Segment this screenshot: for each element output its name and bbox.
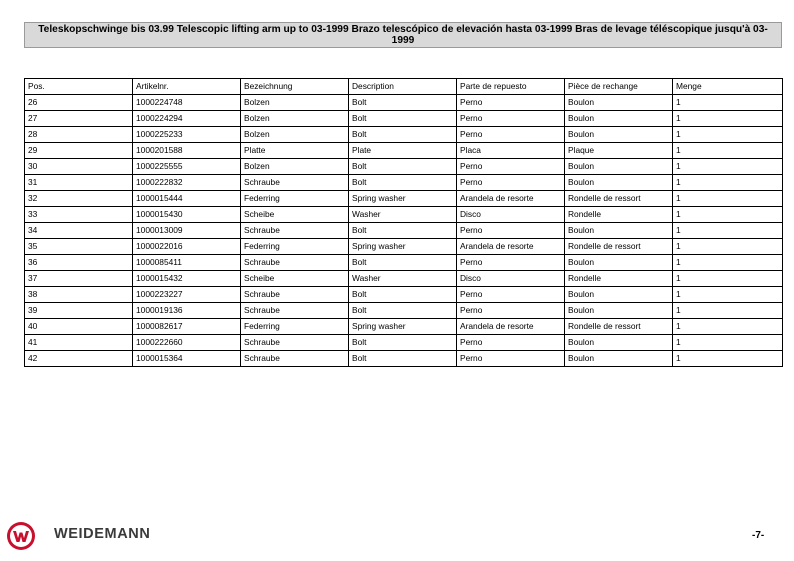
row-bezeichnung: Federring — [241, 239, 349, 255]
row-menge: 1 — [673, 95, 783, 111]
row-parte-de-repuesto: Arandela de resorte — [457, 239, 565, 255]
row-bezeichnung: Bolzen — [241, 95, 349, 111]
row-pos: 35 — [25, 239, 133, 255]
row-piece-de-rechange: Plaque — [565, 143, 673, 159]
row-pos: 39 — [25, 303, 133, 319]
row-parte-de-repuesto: Disco — [457, 207, 565, 223]
row-pos: 33 — [25, 207, 133, 223]
row-menge: 1 — [673, 287, 783, 303]
row-parte-de-repuesto: Disco — [457, 271, 565, 287]
row-description: Bolt — [349, 111, 457, 127]
column-header-parte-de-repuesto: Parte de repuesto — [457, 79, 565, 95]
table-row — [25, 175, 783, 191]
row-description: Spring washer — [349, 239, 457, 255]
row-piece-de-rechange: Boulon — [565, 95, 673, 111]
row-piece-de-rechange: Rondelle de ressort — [565, 319, 673, 335]
row-article-number: 1000222832 — [133, 175, 241, 191]
row-parte-de-repuesto: Perno — [457, 255, 565, 271]
row-piece-de-rechange: Boulon — [565, 159, 673, 175]
row-piece-de-rechange: Boulon — [565, 223, 673, 239]
row-menge: 1 — [673, 127, 783, 143]
row-bezeichnung: Platte — [241, 143, 349, 159]
row-pos: 42 — [25, 351, 133, 367]
row-pos: 29 — [25, 143, 133, 159]
row-bezeichnung: Scheibe — [241, 207, 349, 223]
row-bezeichnung: Bolzen — [241, 127, 349, 143]
row-bezeichnung: Schraube — [241, 351, 349, 367]
row-article-number: 1000022016 — [133, 239, 241, 255]
column-header-bezeichnung: Bezeichnung — [241, 79, 349, 95]
row-parte-de-repuesto: Perno — [457, 223, 565, 239]
row-pos: 41 — [25, 335, 133, 351]
table-row — [25, 127, 783, 143]
row-description: Plate — [349, 143, 457, 159]
row-description: Washer — [349, 207, 457, 223]
row-description: Bolt — [349, 223, 457, 239]
row-menge: 1 — [673, 207, 783, 223]
row-piece-de-rechange: Boulon — [565, 111, 673, 127]
row-article-number: 1000019136 — [133, 303, 241, 319]
table-row — [25, 95, 783, 111]
table-row — [25, 303, 783, 319]
table-row — [25, 239, 783, 255]
row-menge: 1 — [673, 143, 783, 159]
row-piece-de-rechange: Boulon — [565, 303, 673, 319]
row-parte-de-repuesto: Perno — [457, 351, 565, 367]
row-piece-de-rechange: Boulon — [565, 287, 673, 303]
row-pos: 31 — [25, 175, 133, 191]
row-piece-de-rechange: Rondelle — [565, 271, 673, 287]
row-piece-de-rechange: Boulon — [565, 351, 673, 367]
brand-name: WEIDEMANN — [54, 526, 151, 542]
row-piece-de-rechange: Boulon — [565, 127, 673, 143]
row-parte-de-repuesto: Perno — [457, 111, 565, 127]
row-bezeichnung: Schraube — [241, 287, 349, 303]
table-row — [25, 351, 783, 367]
row-bezeichnung: Bolzen — [241, 159, 349, 175]
row-parte-de-repuesto: Perno — [457, 127, 565, 143]
row-pos: 38 — [25, 287, 133, 303]
row-bezeichnung: Schraube — [241, 335, 349, 351]
row-article-number: 1000015444 — [133, 191, 241, 207]
row-parte-de-repuesto: Perno — [457, 175, 565, 191]
weidemann-w-logo-icon — [6, 521, 36, 551]
row-description: Bolt — [349, 95, 457, 111]
row-parte-de-repuesto: Perno — [457, 287, 565, 303]
column-header-pos: Pos. — [25, 79, 133, 95]
row-bezeichnung: Federring — [241, 319, 349, 335]
row-piece-de-rechange: Rondelle de ressort — [565, 239, 673, 255]
row-piece-de-rechange: Boulon — [565, 175, 673, 191]
table-row — [25, 207, 783, 223]
row-piece-de-rechange: Rondelle — [565, 207, 673, 223]
row-pos: 28 — [25, 127, 133, 143]
row-description: Washer — [349, 271, 457, 287]
row-parte-de-repuesto: Perno — [457, 159, 565, 175]
row-bezeichnung: Schraube — [241, 175, 349, 191]
table-row — [25, 191, 783, 207]
row-description: Spring washer — [349, 191, 457, 207]
row-parte-de-repuesto: Arandela de resorte — [457, 319, 565, 335]
row-description: Spring washer — [349, 319, 457, 335]
row-parte-de-repuesto: Perno — [457, 303, 565, 319]
row-menge: 1 — [673, 255, 783, 271]
table-row — [25, 287, 783, 303]
brand-logo — [6, 521, 36, 551]
row-article-number: 1000223227 — [133, 287, 241, 303]
row-description: Bolt — [349, 255, 457, 271]
row-article-number: 1000013009 — [133, 223, 241, 239]
row-article-number: 1000085411 — [133, 255, 241, 271]
table-row — [25, 111, 783, 127]
row-piece-de-rechange: Boulon — [565, 335, 673, 351]
parts-table — [24, 78, 783, 367]
row-article-number: 1000224748 — [133, 95, 241, 111]
row-menge: 1 — [673, 111, 783, 127]
column-header-article-number: Artikelnr. — [133, 79, 241, 95]
row-bezeichnung: Federring — [241, 191, 349, 207]
row-menge: 1 — [673, 239, 783, 255]
row-description: Bolt — [349, 127, 457, 143]
row-description: Bolt — [349, 303, 457, 319]
row-parte-de-repuesto: Perno — [457, 335, 565, 351]
row-pos: 30 — [25, 159, 133, 175]
row-parte-de-repuesto: Placa — [457, 143, 565, 159]
row-piece-de-rechange: Rondelle de ressort — [565, 191, 673, 207]
table-row — [25, 159, 783, 175]
table-row — [25, 255, 783, 271]
row-piece-de-rechange: Boulon — [565, 255, 673, 271]
table-row — [25, 143, 783, 159]
row-pos: 26 — [25, 95, 133, 111]
row-article-number: 1000224294 — [133, 111, 241, 127]
row-menge: 1 — [673, 175, 783, 191]
row-pos: 27 — [25, 111, 133, 127]
row-menge: 1 — [673, 223, 783, 239]
row-menge: 1 — [673, 319, 783, 335]
row-bezeichnung: Schraube — [241, 223, 349, 239]
row-article-number: 1000222660 — [133, 335, 241, 351]
row-article-number: 1000015364 — [133, 351, 241, 367]
row-description: Bolt — [349, 351, 457, 367]
page-title-text: Teleskopschwinge bis 03.99 Telescopic lifting arm up to 03-1999 Brazo telescópico de elevación hasta 03-1999 Bras de levage téléscopique jusqu'à 03-1999 — [38, 24, 768, 46]
table-row — [25, 271, 783, 287]
row-bezeichnung: Schraube — [241, 303, 349, 319]
row-menge: 1 — [673, 335, 783, 351]
table-row — [25, 223, 783, 239]
row-menge: 1 — [673, 271, 783, 287]
row-description: Bolt — [349, 335, 457, 351]
row-article-number: 1000225555 — [133, 159, 241, 175]
row-menge: 1 — [673, 159, 783, 175]
row-bezeichnung: Schraube — [241, 255, 349, 271]
row-menge: 1 — [673, 191, 783, 207]
table-row — [25, 335, 783, 351]
table-header-row — [25, 79, 783, 95]
row-menge: 1 — [673, 351, 783, 367]
page-title — [24, 22, 782, 48]
row-bezeichnung: Bolzen — [241, 111, 349, 127]
row-menge: 1 — [673, 303, 783, 319]
row-parte-de-repuesto: Perno — [457, 95, 565, 111]
row-article-number: 1000082617 — [133, 319, 241, 335]
column-header-description: Description — [349, 79, 457, 95]
row-pos: 40 — [25, 319, 133, 335]
row-pos: 32 — [25, 191, 133, 207]
row-article-number: 1000225233 — [133, 127, 241, 143]
row-description: Bolt — [349, 175, 457, 191]
column-header-piece-de-rechange: Pièce de rechange — [565, 79, 673, 95]
row-bezeichnung: Scheibe — [241, 271, 349, 287]
row-description: Bolt — [349, 159, 457, 175]
row-article-number: 1000015432 — [133, 271, 241, 287]
table-body — [25, 95, 783, 367]
row-article-number: 1000201588 — [133, 143, 241, 159]
row-description: Bolt — [349, 287, 457, 303]
row-pos: 36 — [25, 255, 133, 271]
table-row — [25, 319, 783, 335]
row-parte-de-repuesto: Arandela de resorte — [457, 191, 565, 207]
row-pos: 37 — [25, 271, 133, 287]
page-number: -7- — [752, 530, 765, 541]
row-article-number: 1000015430 — [133, 207, 241, 223]
column-header-menge: Menge — [673, 79, 783, 95]
row-pos: 34 — [25, 223, 133, 239]
